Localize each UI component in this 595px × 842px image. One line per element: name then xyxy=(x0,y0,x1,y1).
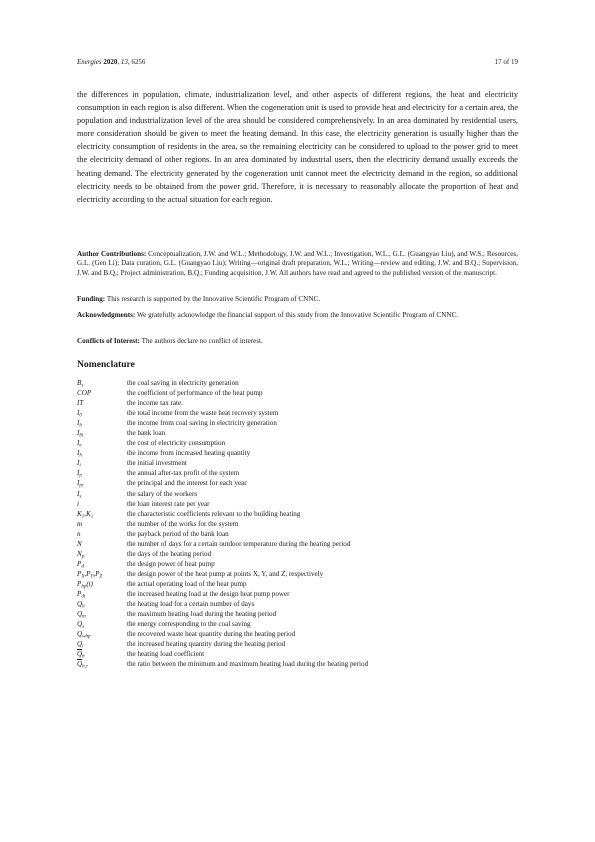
nomenclature-definition: the principal and the interest for each year xyxy=(127,479,247,488)
article-number: 6256 xyxy=(131,58,146,66)
nomenclature-entry xyxy=(77,418,518,428)
nomenclature-symbol: m xyxy=(77,519,83,528)
nomenclature-definition: the coefficient of performance of the heat pump xyxy=(127,389,263,398)
nomenclature-definition: the maximum heating load during the heating period xyxy=(127,610,277,619)
nomenclature-symbol: $I_{bl}$ xyxy=(77,429,84,439)
nomenclature-definition: the actual operating load of the heat pump xyxy=(127,579,247,588)
nomenclature-definition: the income from increased heating quantity xyxy=(127,449,251,458)
conflicts-text: The authors declare no conflict of interest. xyxy=(141,337,263,345)
running-header xyxy=(77,58,518,66)
nomenclature-entry xyxy=(77,559,518,569)
nomenclature-symbol: $I_e$ xyxy=(77,439,82,449)
nomenclature-entry xyxy=(77,629,518,639)
nomenclature-definition: the number of the works for the system xyxy=(127,519,239,528)
body-paragraph: the differences in population, climate, industrialization level, and other aspects of different regions, the heat and electricity consumption in each region is also different. When the cogeneration unit is used to provide heat and electricity for a certain area, the population and industrialization level of the area should be considered comprehensively. In an area dominated by residential users, more consideration should be given to meet the heating demand. In this case, the electricity generation is usually higher than the electricity consumption of residents in the area, so the remaining electricity can be considered to upload to the power grid to meet the electricity demand of other regions. In an area dominated by industrial users, then the electricity demand usually exceeds the heating demand. The electricity generated by the cogeneration unit cannot meet the electricity demand in the region, so additional electricity needs to be obtained from the power grid. Therefore, it is necessary to reasonably allocate the proportion of heat and electricity according to the actual situation for each region. xyxy=(77,90,518,204)
nomenclature-entry xyxy=(77,639,518,649)
nomenclature-title: Nomenclature xyxy=(77,359,135,370)
nomenclature-symbol: $I_s$ xyxy=(77,489,82,500)
nomenclature-symbol: N xyxy=(77,539,82,548)
nomenclature-definition: the total income from the waste heat recovery system xyxy=(127,409,279,418)
nomenclature-definition: the heating load for a certain number of days xyxy=(127,600,255,609)
nomenclature-entry xyxy=(77,609,518,619)
nomenclature-symbol: i xyxy=(77,499,79,508)
journal-citation: Energies 2020, 13, 6256 xyxy=(77,58,146,66)
author-contributions-label: Author Contributions: xyxy=(77,250,147,258)
nomenclature-definition: the bank loan xyxy=(127,429,166,438)
nomenclature-symbol: $B_s$ xyxy=(77,379,84,389)
nomenclature-entry xyxy=(77,549,518,559)
nomenclature-definition: the payback period of the bank loan xyxy=(127,529,229,538)
nomenclature-symbol: $I_i$ xyxy=(77,459,81,469)
nomenclature-entry xyxy=(77,388,518,398)
nomenclature-symbol: $I_0$ xyxy=(77,409,82,419)
nomenclature-entry xyxy=(77,408,518,418)
nomenclature-symbol: $Q_h$ xyxy=(77,600,85,610)
nomenclature-definition: the income from coal saving in electricity generation xyxy=(127,419,277,428)
nomenclature-entry xyxy=(77,458,518,468)
nomenclature-definition: the design power of heat pump xyxy=(127,559,215,568)
nomenclature-entry xyxy=(77,499,518,509)
nomenclature-symbol: $P_X,P_Y,P_Z$ xyxy=(77,569,103,580)
nomenclature-symbol: n xyxy=(77,529,81,538)
nomenclature-definition: the increased heating quantity during the heating period xyxy=(127,640,286,649)
nomenclature-entry xyxy=(77,509,518,519)
nomenclature-symbol: $\overline{Q}_{h,r}$ xyxy=(77,660,88,670)
nomenclature-symbol: $P_{di}$ xyxy=(77,589,86,600)
nomenclature-symbol: $K_1,K_2$ xyxy=(77,509,94,520)
nomenclature-entry xyxy=(77,529,518,539)
nomenclature-definition: the characteristic coefficients relevant to the building heating xyxy=(127,509,301,518)
acknowledgments xyxy=(77,311,518,320)
nomenclature-list xyxy=(77,378,518,669)
nomenclature-entry xyxy=(77,569,518,579)
journal-volume: 13 xyxy=(120,58,128,66)
nomenclature-definition: the coal saving in electricity generation xyxy=(127,379,239,387)
nomenclature-definition: the energy corresponding to the coal saving xyxy=(127,620,251,629)
nomenclature-entry xyxy=(77,448,518,458)
nomenclature-symbol: $Q_m$ xyxy=(77,610,86,620)
nomenclature-symbol: COP xyxy=(77,389,92,398)
conflicts-of-interest xyxy=(77,337,518,346)
nomenclature-entry xyxy=(77,649,518,659)
nomenclature-entry xyxy=(77,659,518,669)
nomenclature-symbol: $Q_{whp}$ xyxy=(77,630,91,640)
nomenclature-symbol: $I_h$ xyxy=(77,449,82,459)
nomenclature-definition: the income tax rate. xyxy=(127,399,183,408)
nomenclature-symbol: $P_d$ xyxy=(77,559,84,570)
nomenclature-entry xyxy=(77,378,518,388)
conflicts-label: Conflicts of Interest: xyxy=(77,337,140,345)
nomenclature-definition: the design power of the heat pump at points X, Y, and Z, respectively xyxy=(127,569,324,578)
nomenclature-entry xyxy=(77,619,518,629)
author-contributions xyxy=(77,250,518,278)
page-number: 17 of 19 xyxy=(494,58,518,66)
journal-name: Energies xyxy=(77,58,102,66)
journal-year: 2020 xyxy=(103,58,118,66)
nomenclature-entry xyxy=(77,468,518,478)
nomenclature-entry xyxy=(77,478,518,488)
nomenclature-symbol: IT xyxy=(77,399,84,408)
nomenclature-symbol: $\overline{Q}_h$ xyxy=(77,650,85,660)
nomenclature-symbol: $Q_i$ xyxy=(77,640,84,650)
nomenclature-symbol: $N_p$ xyxy=(77,549,85,560)
acknowledgments-label: Acknowledgments: xyxy=(77,311,136,319)
nomenclature-definition: the salary of the workers xyxy=(127,489,198,498)
nomenclature-symbol: $I_b$ xyxy=(77,419,82,429)
nomenclature-entry xyxy=(77,438,518,448)
nomenclature-entry xyxy=(77,428,518,438)
nomenclature-definition: the days of the heating period xyxy=(127,549,212,558)
nomenclature-definition: the initial investment xyxy=(127,459,187,468)
nomenclature-entry xyxy=(77,539,518,549)
nomenclature-entry xyxy=(77,398,518,408)
nomenclature-definition: the heating load coefficient xyxy=(127,650,205,659)
author-contributions-text: Conceptualization, J.W. and W.L.; Methodology, J.W. and W.L.; Investigation, W.L., G.L. (Guangyao Liu), and W.S.; Resources, G.L. (Gen Li); Data curation, G.L. (Guangyao Liu); Writing—original draft preparation, W.L.; Writing—review and editing, J.W. and B.Q.; Supervision, J.W. and B.Q.; Project administration, B.Q.; Funding acquisition, J.W. All authors have read and agreed to the published version of the manuscript. xyxy=(77,250,518,277)
nomenclature-entry xyxy=(77,489,518,499)
nomenclature-definition: the ratio between the minimum and maximum heating load during the heating period xyxy=(127,660,369,669)
acknowledgments-text: We gratefully acknowledge the financial support of this study from the Innovative Scientific Program of CNNC. xyxy=(136,311,459,319)
funding xyxy=(77,295,518,304)
nomenclature-definition: the number of days for a certain outdoor temperature during the heating period xyxy=(127,539,351,548)
nomenclature-definition: the cost of electricity consumption xyxy=(127,439,226,448)
nomenclature-definition: the increased heating load at the design heat pump power xyxy=(127,589,290,598)
nomenclature-entry xyxy=(77,589,518,599)
nomenclature-symbol: $P_{hp}(t)$ xyxy=(77,579,94,590)
nomenclature-entry xyxy=(77,519,518,529)
nomenclature-entry xyxy=(77,579,518,589)
funding-label: Funding: xyxy=(77,295,106,303)
nomenclature-definition: the annual after-tax profit of the system xyxy=(127,469,240,478)
nomenclature-definition: the loan interest rate per year xyxy=(127,499,210,508)
nomenclature-definition: the recovered waste heat quantity during the heating period xyxy=(127,630,296,639)
nomenclature-symbol: $Q_s$ xyxy=(77,620,85,630)
nomenclature-symbol: $I_p$ xyxy=(77,469,82,479)
funding-text: This research is supported by the Innovative Scientific Program of CNNC. xyxy=(106,295,321,303)
nomenclature-symbol: $I_{pi}$ xyxy=(77,479,84,489)
nomenclature-entry xyxy=(77,599,518,609)
